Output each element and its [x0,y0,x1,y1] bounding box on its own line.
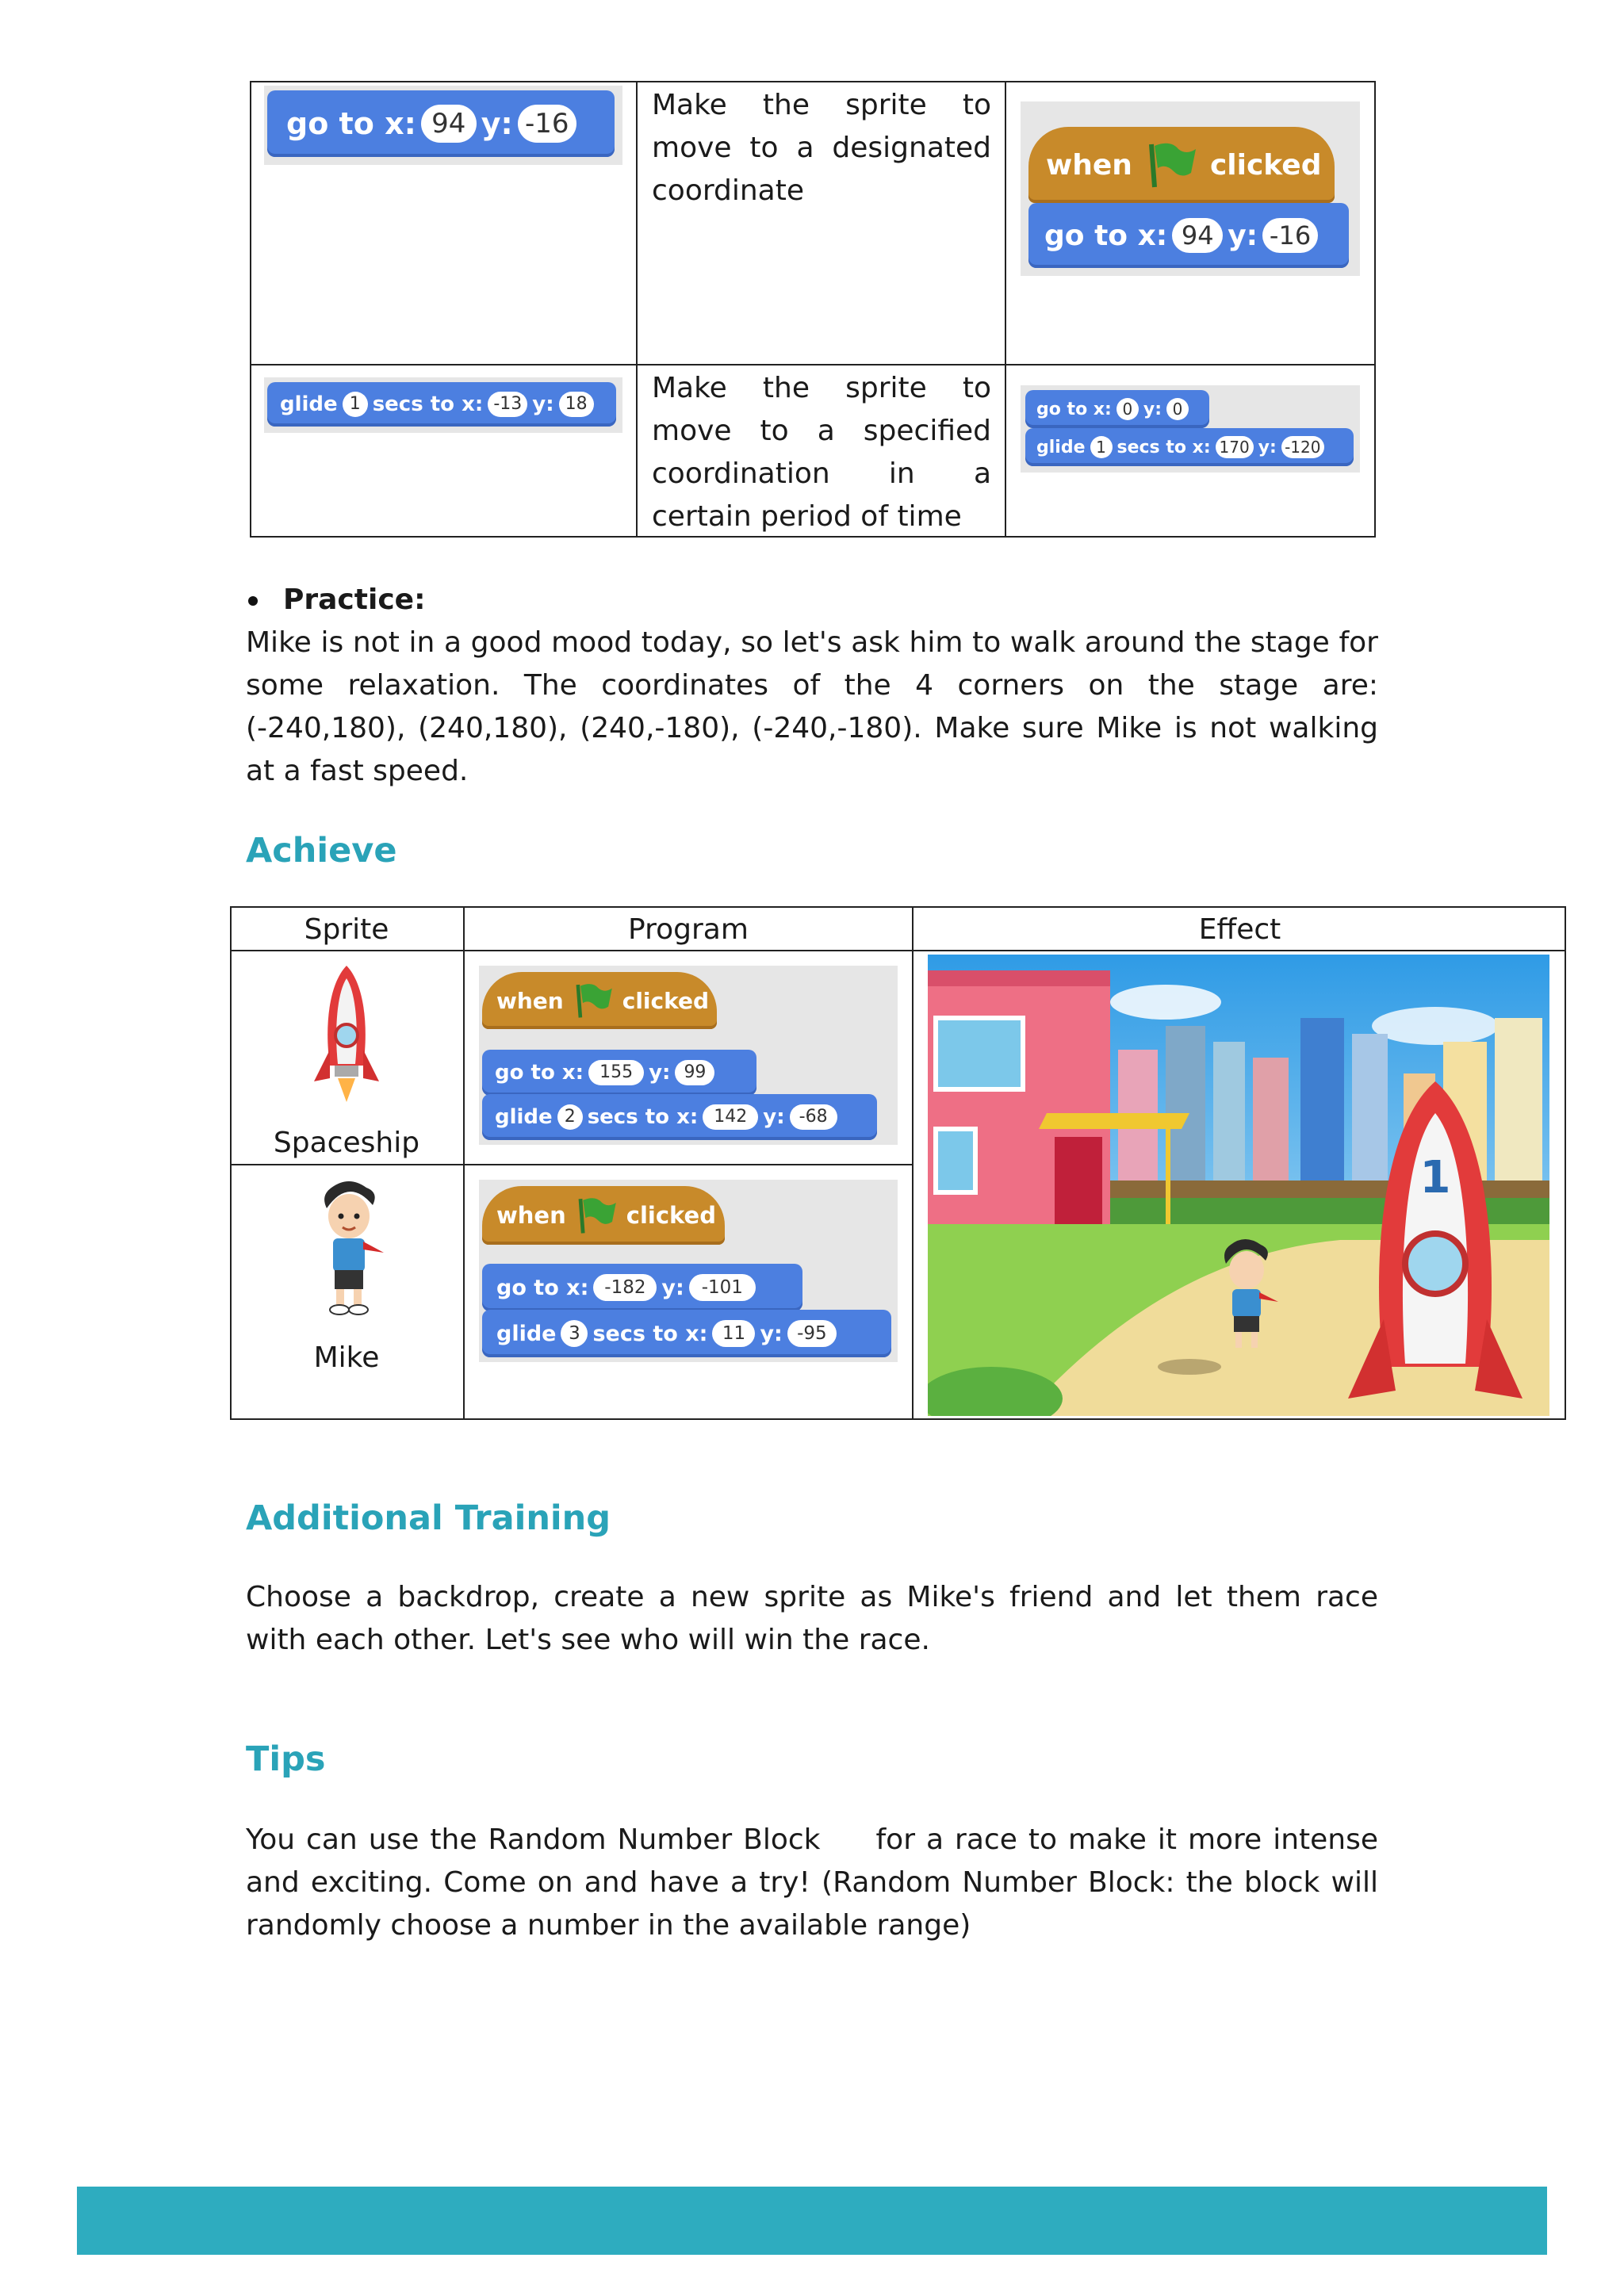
when-flag-clicked-block [1028,127,1335,203]
y-input: 99 [675,1060,714,1085]
table-divider [250,364,1376,365]
block-label: secs [1116,437,1160,457]
block-label: x: [676,1105,699,1129]
block-label: y: [481,106,513,141]
stage-effect-image [928,955,1549,1416]
block-label: x: [561,1061,584,1085]
block-label: go [496,1275,527,1300]
hat-label: when [496,987,564,1014]
bullet-icon [248,596,258,606]
hat-label: when [1046,148,1132,182]
go-to-xy-block [482,1264,802,1311]
hat-label: when [496,1202,566,1229]
block-label: glide [495,1105,553,1129]
table-divider [912,906,914,1420]
block-label: glide [280,392,338,416]
hat-label: clicked [622,987,710,1014]
block-label: x: [462,392,484,416]
practice-text: Mike is not in a good mood today, so let's ask him to walk around the stage for some relaxation. The coordinates of the 4 corners on the stage are: (-240,180), (240,180), (240,-180), (-240,-180). Make sure Mike is not walking at a fast speed. [246,626,1378,787]
y-input: -95 [787,1320,837,1347]
block-label: y: [1228,219,1258,252]
block-label: to [1067,399,1088,419]
block-label: y: [661,1275,684,1300]
practice-label: Practice: [283,584,426,616]
y-input: -68 [790,1104,837,1130]
mike-label: Mike [313,1341,380,1374]
col-header-sprite: Sprite [304,913,389,946]
x-input: 170 [1216,436,1254,458]
y-input: -16 [518,105,576,143]
block-label: to [653,1321,678,1346]
block-label: glide [1036,437,1086,457]
block-label: to [430,392,455,416]
green-flag-icon [1143,141,1199,189]
when-flag-clicked-block [482,1186,725,1245]
additional-training-text: Choose a backdrop, create a new sprite as Mike's friend and let them race with each other. Let's see who will win the race. [246,1581,1378,1656]
row1-description: Make the sprite to move to a designated coordinate [652,89,991,207]
x-input: 11 [712,1320,755,1347]
hat-label: clicked [626,1202,716,1229]
block-label: y: [649,1061,671,1085]
tips-heading: Tips [246,1739,326,1779]
x-input: -182 [593,1274,657,1301]
block-label: y: [763,1105,785,1129]
additional-training-heading: Additional Training [246,1498,611,1538]
glide-block [267,382,616,427]
y-input: -101 [689,1274,756,1301]
table-divider [1005,81,1006,538]
block-label: y: [760,1321,783,1346]
achieve-heading: Achieve [246,831,397,871]
x-input: 94 [421,105,477,143]
block-label: to [1166,437,1186,457]
secs-input: 3 [561,1320,588,1347]
x-input: 94 [1172,218,1223,253]
y-input: 18 [559,392,594,417]
table-divider [636,81,638,538]
y-input: 0 [1166,398,1189,420]
block-label: go [1036,399,1061,419]
block-label: y: [532,392,554,416]
tips-text: You can use the Random Number Block for a race to make it more intense and exciting. Come on and have a try! (Random Number Block: the block will randomly choose a number in the available range) [246,1823,1388,1942]
spaceship-sprite [311,962,382,1105]
block-label: x: [385,106,416,141]
y-input: -16 [1262,218,1318,253]
block-label: to [1094,219,1128,252]
y-input: -120 [1281,436,1324,458]
hat-label: clicked [1209,148,1322,182]
glide-block [482,1310,891,1357]
glide-block [482,1094,877,1140]
x-input: 155 [588,1060,644,1085]
green-flag-icon [572,982,615,1019]
go-to-xy-block [482,1050,756,1096]
go-to-xy-block [267,90,615,157]
block-label: glide [496,1321,557,1346]
x-input: -13 [488,392,527,417]
x-input: 0 [1116,398,1139,420]
block-label: x: [1093,399,1112,419]
block-label: to [339,106,374,141]
col-header-program: Program [628,913,749,946]
secs-input: 1 [343,392,368,417]
block-label: x: [1137,219,1168,252]
block-label: go [1044,219,1085,252]
block-label: x: [566,1275,589,1300]
secs-input: 1 [1090,436,1113,458]
block-label: x: [685,1321,708,1346]
block-label: secs [372,392,423,416]
green-flag-icon [574,1196,619,1234]
footer-bar [77,2187,1547,2255]
x-input: 142 [703,1104,758,1130]
secs-input: 2 [557,1104,583,1130]
table-divider [463,906,465,1420]
block-label: secs [587,1105,638,1129]
glide-block [1025,428,1354,466]
block-label: x: [1192,437,1211,457]
when-flag-clicked-block [482,972,717,1029]
go-to-xy-block [1025,390,1209,428]
go-to-xy-block [1028,203,1349,268]
block-label: to [530,1061,555,1085]
block-label: go [286,106,329,141]
spaceship-label: Spaceship [273,1127,420,1159]
block-label: go [495,1061,524,1085]
block-label: secs [592,1321,645,1346]
block-label: y: [1143,399,1162,419]
rocket-number: 1 [1419,1152,1451,1203]
block-label: to [534,1275,559,1300]
mike-sprite [311,1177,387,1319]
block-label: to [645,1105,670,1129]
block-label: y: [1258,437,1277,457]
row2-description: Make the sprite to move to a specified coordination in a certain period of time [652,372,991,533]
col-header-effect: Effect [1198,913,1281,946]
